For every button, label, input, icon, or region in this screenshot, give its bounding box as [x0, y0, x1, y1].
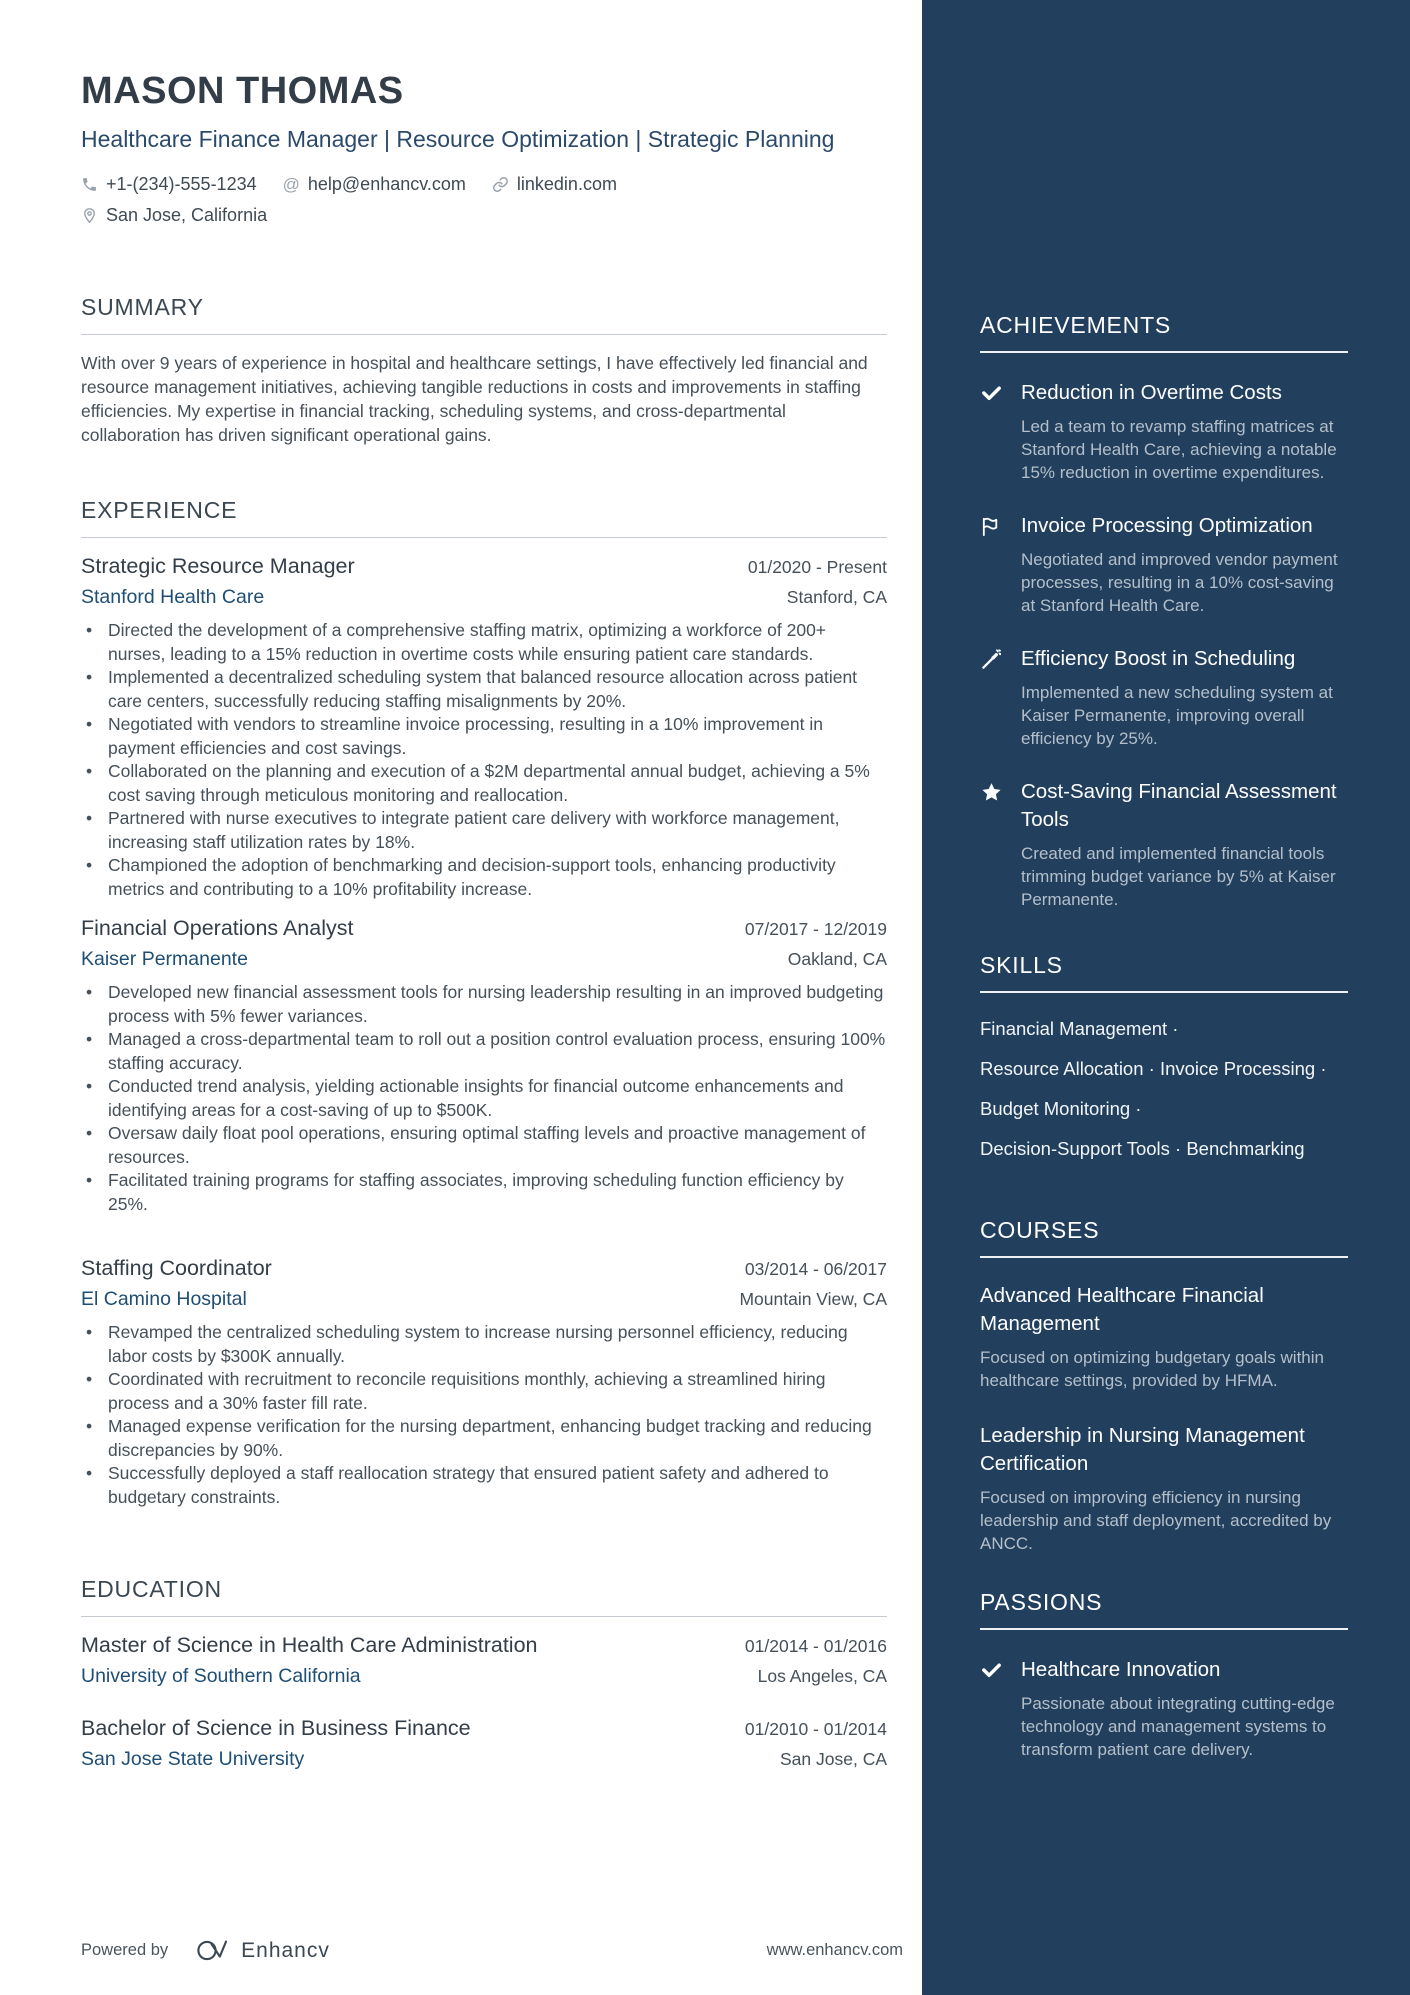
achievement-title: Reduction in Overtime Costs — [1021, 381, 1282, 404]
achievement-desc: Created and implemented financial tools trimming budget variance by 5% at Kaiser Permanente. — [1021, 844, 1336, 909]
passions-heading: PASSIONS — [980, 1589, 1103, 1615]
job-location: Stanford, CA — [786, 587, 887, 607]
job-dates: 03/2014 - 06/2017 — [744, 1259, 887, 1279]
email-address: help@enhancv.com — [307, 174, 466, 194]
candidate-name: MASON THOMAS — [81, 70, 404, 112]
job-bullets — [81, 981, 887, 1216]
school-location: San Jose, CA — [780, 1749, 887, 1769]
school-name: University of Southern California — [81, 1665, 361, 1687]
education-entry — [81, 1716, 887, 1771]
experience-heading: EXPERIENCE — [81, 497, 238, 523]
bullet-item: • Partnered with nurse executives to integrate patient care delivery with workforce management, increasing staff utilization rates by 18%. — [81, 807, 887, 854]
passions-section — [980, 1589, 1348, 1761]
course-title: Leadership in Nursing Management Certification — [980, 1424, 1305, 1475]
bullet-item: • Coordinated with recruitment to reconcile requisitions monthly, achieving a streamlined hiring process and a 30% faster fill rate. — [81, 1368, 887, 1415]
bullet-item: • Revamped the centralized scheduling system to increase nursing personnel efficiency, reducing labor costs by $300K annually. — [81, 1321, 887, 1368]
section-divider — [81, 334, 887, 335]
location-row — [81, 205, 887, 226]
skill-line: Resource Allocation · Invoice Processing · — [980, 1058, 1327, 1079]
course-title: Advanced Healthcare Financial Management — [980, 1284, 1264, 1335]
main-column — [81, 0, 887, 1771]
achievement-desc: Implemented a new scheduling system at Kaiser Permanente, improving overall efficiency by 25%. — [1021, 683, 1333, 748]
bullet-item: • Negotiated with vendors to streamline invoice processing, resulting in a 10% improvement in payment efficiencies and cost savings. — [81, 713, 887, 760]
sidebar-divider — [980, 351, 1348, 353]
linkedin-contact[interactable] — [492, 174, 617, 195]
enhancv-logo-icon — [196, 1938, 232, 1963]
bullet-item: • Developed new financial assessment tools for nursing leadership resulting in an improved budgeting process with 5% fewer variances. — [81, 981, 887, 1028]
sidebar-divider — [980, 1628, 1348, 1630]
job-bullets — [81, 1321, 887, 1509]
achievements-section — [980, 312, 1348, 911]
bullet-item: • Championed the adoption of benchmarking and decision-support tools, enhancing productivity metrics and contributing to a 10% profitability increase. — [81, 854, 887, 901]
bullet-item: • Implemented a decentralized scheduling system that balanced resource allocation across patient care centers, successfully reducing staffing misalignments by 20%. — [81, 666, 887, 713]
skill-line: Budget Monitoring · — [980, 1098, 1142, 1119]
achievement-title: Invoice Processing Optimization — [1021, 514, 1313, 537]
job-title: Strategic Resource Manager — [81, 554, 355, 578]
job-title: Staffing Coordinator — [81, 1256, 272, 1280]
course-desc: Focused on optimizing budgetary goals within healthcare settings, provided by HFMA. — [980, 1348, 1324, 1390]
achievement-item — [980, 645, 1348, 750]
candidate-headline: Healthcare Finance Manager | Resource Optimization | Strategic Planning — [81, 126, 835, 152]
powered-by-label: Powered by — [81, 1941, 169, 1959]
courses-section — [980, 1217, 1348, 1555]
phone-number: +1-(234)-555-1234 — [106, 174, 257, 194]
job-dates: 01/2020 - Present — [747, 557, 887, 577]
achievement-item — [980, 778, 1348, 911]
achievement-item — [980, 379, 1348, 484]
summary-text: With over 9 years of experience in hospital and healthcare settings, I have effectively led financial and resource management initiatives, achieving tangible reductions in costs and improvements in staffing efficiencies. My expertise in financial tracking, scheduling systems, and cross-departmental collaboration has driven significant operational gains. — [81, 353, 868, 445]
degree-title: Master of Science in Health Care Administration — [81, 1633, 538, 1657]
contact-row — [81, 174, 887, 195]
passion-item — [980, 1656, 1348, 1761]
experience-section — [81, 497, 887, 1509]
courses-heading: COURSES — [980, 1217, 1100, 1243]
job-company: Stanford Health Care — [81, 586, 265, 608]
skills-section — [980, 952, 1348, 1161]
education-dates: 01/2014 - 01/2016 — [744, 1636, 887, 1656]
job-location: Mountain View, CA — [739, 1289, 887, 1309]
bullet-item: • Collaborated on the planning and execution of a $2M departmental annual budget, achieving a 5% cost saving through meticulous monitoring and reallocation. — [81, 760, 887, 807]
pin-icon — [81, 207, 98, 224]
skill-line: Decision-Support Tools · Benchmarking — [980, 1138, 1305, 1159]
summary-section — [81, 294, 887, 447]
site-url-link[interactable]: www.enhancv.com — [766, 1941, 903, 1959]
job-company: El Camino Hospital — [81, 1288, 247, 1310]
skill-line: Financial Management · — [980, 1018, 1179, 1039]
footer — [81, 1938, 903, 1963]
achievements-heading: ACHIEVEMENTS — [980, 312, 1172, 338]
phone-icon — [81, 176, 98, 193]
achievement-desc: Led a team to revamp staffing matrices at Stanford Health Care, achieving a notable 15% reduction in overtime expenditures. — [1021, 417, 1337, 482]
degree-title: Bachelor of Science in Business Finance — [81, 1716, 471, 1740]
location-item — [81, 205, 267, 226]
school-name: San Jose State University — [81, 1748, 305, 1770]
bullet-item: • Successfully deployed a staff reallocation strategy that ensured patient safety and adhered to budgetary constraints. — [81, 1462, 887, 1509]
enhancv-brand-name: Enhancv — [241, 1938, 330, 1962]
job-entry — [81, 1256, 887, 1509]
job-bullets — [81, 619, 887, 901]
enhancv-brand-link[interactable] — [196, 1938, 330, 1963]
passion-title: Healthcare Innovation — [1021, 1658, 1221, 1681]
bullet-item: • Facilitated training programs for staffing associates, improving scheduling function efficiency by 25%. — [81, 1169, 887, 1216]
linkedin-url: linkedin.com — [516, 174, 617, 194]
job-company: Kaiser Permanente — [81, 948, 248, 970]
skills-heading: SKILLS — [980, 952, 1063, 978]
check-icon — [980, 1656, 1021, 1761]
bullet-item: • Managed a cross-departmental team to roll out a position control evaluation process, ensuring 100% staffing accuracy. — [81, 1028, 887, 1075]
achievement-desc: Negotiated and improved vendor payment processes, resulting in a 10% cost-saving at Stanford Health Care. — [1021, 550, 1338, 615]
flag-icon — [980, 512, 1021, 617]
check-icon — [980, 379, 1021, 484]
bullet-item: • Managed expense verification for the nursing department, enhancing budget tracking and reducing discrepancies by 90%. — [81, 1415, 887, 1462]
star-icon — [980, 778, 1021, 911]
bullet-item: • Oversaw daily float pool operations, ensuring optimal staffing levels and proactive management of resources. — [81, 1122, 887, 1169]
link-icon — [492, 176, 509, 193]
sidebar — [922, 0, 1410, 1995]
education-entry — [81, 1633, 887, 1688]
email-contact[interactable] — [283, 174, 466, 195]
summary-heading: SUMMARY — [81, 294, 204, 320]
job-title: Financial Operations Analyst — [81, 916, 354, 940]
job-entry — [81, 554, 887, 901]
at-icon: @ — [282, 174, 300, 194]
education-dates: 01/2010 - 01/2014 — [744, 1719, 887, 1739]
school-location: Los Angeles, CA — [757, 1666, 887, 1686]
job-location: Oakland, CA — [787, 949, 887, 969]
course-item — [980, 1282, 1348, 1392]
sidebar-divider — [980, 1256, 1348, 1258]
education-heading: EDUCATION — [81, 1576, 222, 1602]
achievement-title: Efficiency Boost in Scheduling — [1021, 647, 1296, 670]
location-text: San Jose, California — [106, 205, 268, 225]
section-divider — [81, 1616, 887, 1617]
skills-list — [980, 1017, 1348, 1161]
course-item — [980, 1422, 1348, 1555]
wand-icon — [980, 645, 1021, 750]
bullet-item: • Conducted trend analysis, yielding actionable insights for financial outcome enhancements and identifying areas for a cost-saving of up to $500K. — [81, 1075, 887, 1122]
job-dates: 07/2017 - 12/2019 — [744, 919, 887, 939]
job-entry — [81, 916, 887, 1216]
section-divider — [81, 537, 887, 538]
phone-contact[interactable] — [81, 174, 257, 195]
education-section — [81, 1576, 887, 1771]
course-desc: Focused on improving efficiency in nursing leadership and staff deployment, accredited by ANCC. — [980, 1488, 1332, 1553]
achievement-title: Cost-Saving Financial Assessment Tools — [1021, 780, 1337, 831]
sidebar-divider — [980, 991, 1348, 993]
bullet-item: • Directed the development of a comprehensive staffing matrix, optimizing a workforce of 200+ nurses, leading to a 15% reduction in overtime costs while ensuring patient care standards. — [81, 619, 887, 666]
achievement-item — [980, 512, 1348, 617]
passion-desc: Passionate about integrating cutting-edge technology and management systems to transform patient care delivery. — [1021, 1694, 1335, 1759]
